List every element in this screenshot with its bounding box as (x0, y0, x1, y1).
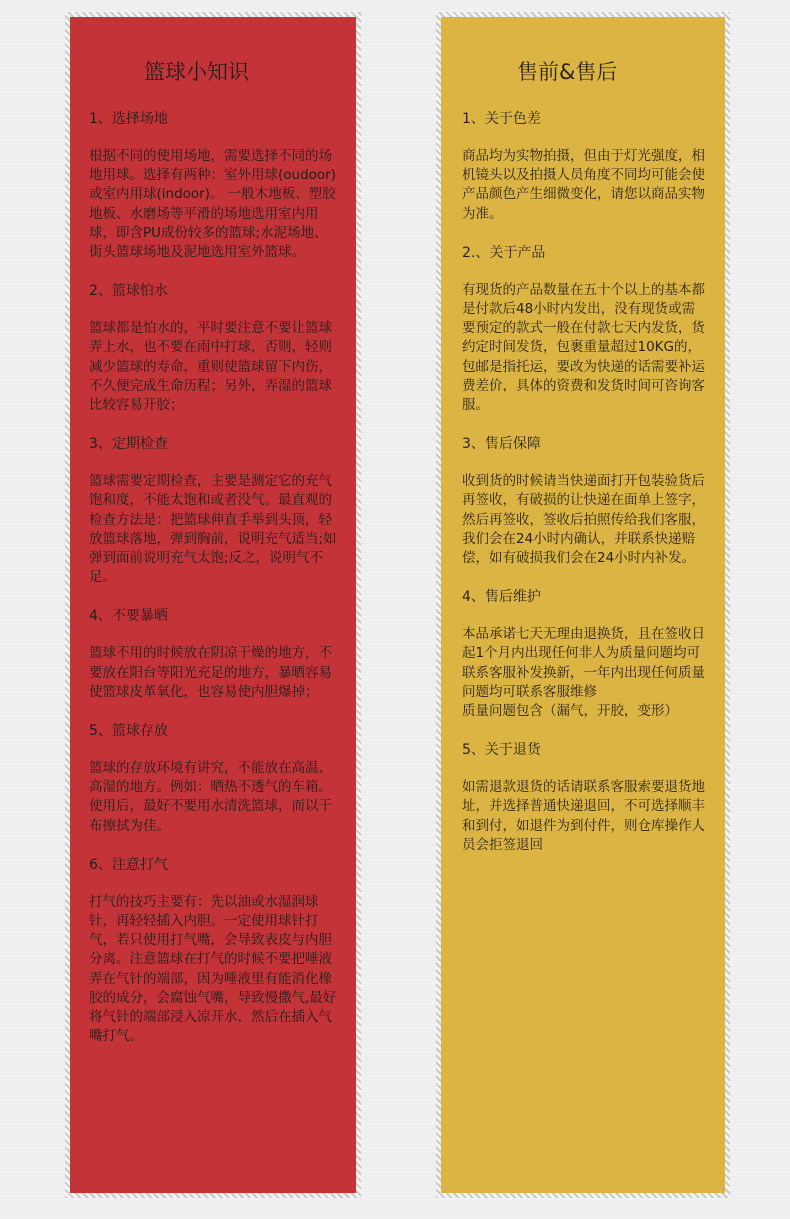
section-heading: 1、选择场地 (89, 111, 168, 127)
maintenance-note: 质量问题包含（漏气，开胶，变形） (462, 703, 678, 720)
tip-section-sun (89, 606, 338, 702)
section-heading: 2.、关于产品 (462, 244, 546, 261)
section-heading: 1、关于色差 (462, 111, 541, 127)
basketball-tips-title: 篮球小知识 (144, 60, 249, 84)
tip-section-venue (89, 109, 338, 262)
section-body: 有现货的产品数量在五十个以上的基本都是付款后48小时内发出，没有现货或需要预定的款式一般在付款七天内发货，货约定时间发货，包裹重量超过10KG的，包邮是指托运，要改为快递的话需要补运费差价，具体的资费和发货时间可咨询客服。 (462, 281, 705, 414)
policy-section-maintenance (462, 587, 707, 721)
policy-section-color (462, 109, 707, 224)
section-body: 商品均为实物拍摄，但由于灯光强度，相机镜头以及拍摄人员角度不同均可能会使产品颜色产生细微变化，请您以商品实物为准。 (462, 148, 705, 222)
section-heading: 3、定期检查 (89, 436, 168, 453)
basketball-tips-panel (70, 17, 356, 1193)
section-body (462, 625, 707, 721)
section-heading: 6、注意打气 (89, 856, 168, 873)
service-policy-panel (441, 17, 725, 1193)
service-policy-title: 售前&售后 (517, 60, 618, 84)
section-heading: 5、关于退货 (462, 742, 541, 759)
policy-section-returns (462, 740, 707, 855)
section-heading: 2、篮球怕水 (89, 283, 168, 300)
section-body: 篮球都是怕水的，平时要注意不要让篮球弄上水，也不要在雨中打球，否则，轻则减少篮球的寿命，重则使篮球留下内伤，不久便完成生命历程；另外，弄湿的篮球比较容易开胶； (89, 320, 332, 414)
tip-section-inflation (89, 855, 338, 1047)
service-policy-card (436, 12, 730, 1198)
section-body: 打气的技巧主要有：先以油或水湿润球针，再轻轻插入内胆。一定使用球针打气，若只使用打气嘴，会导致表皮与内胆分离。注意篮球在打气的时候不要把唾液弄在气针的端部，因为唾液里有能消化橡胶的成分，会腐蚀气嘴，导致慢撒气,最好将气针的端部浸入凉开水，然后在插入气嘴打气。 (89, 893, 337, 1045)
section-heading: 4、不要暴晒 (89, 608, 168, 625)
policy-section-guarantee (462, 434, 707, 568)
section-body: 篮球的存放环境有讲究，不能放在高温、高湿的地方。例如：晒热不透气的车箱。使用后，最好不要用水清洗篮球，而以干布擦拭为佳。 (89, 760, 332, 834)
section-body: 篮球需要定期检查，主要是测定它的充气饱和度，不能太饱和或者没气。最直观的检查方法是：把篮球伸直手举到头顶，轻放篮球落地，弹到胸前，说明充气适当;如弹到面前说明充气太饱;反之，说明气不足。 (89, 473, 337, 586)
section-body: 根据不同的使用场地，需要选择不同的场地用球。选择有两种：室外用球(oudoor)或室内用球(indoor)。 一般木地板、塑胶地板、水磨场等平滑的场地选用室内用球，即含PU成份较多的篮球;水泥场地、街头篮球场地及泥地选用室外篮球。 (89, 148, 336, 261)
section-heading: 4、售后维护 (462, 589, 541, 606)
section-body: 如需退款退货的话请联系客服索要退货地址，并选择普通快递退回，不可选择顺丰和到付，如退件为到付件，则仓库操作人员会拒签退回 (462, 779, 705, 853)
section-heading: 5、篮球存放 (89, 723, 168, 740)
section-heading: 3、售后保障 (462, 436, 541, 453)
tip-section-inspection (89, 434, 338, 587)
basketball-tips-card (65, 12, 361, 1198)
section-body: 篮球不用的时候放在阴凉干燥的地方，不要放在阳台等阳光充足的地方，暴晒容易使篮球皮革氧化，也容易使内胆爆掉； (89, 645, 332, 700)
tip-section-storage (89, 721, 338, 836)
policy-section-product (462, 243, 707, 415)
section-body: 收到货的时候请当快递面打开包装验货后再签收，有破损的让快递在面单上签字，然后再签收，签收后拍照传给我们客服，我们会在24小时内确认，并联系快递赔偿，如有破损我们会在24小时内补发。 (462, 473, 705, 567)
tip-section-water (89, 281, 338, 415)
maintenance-text: 本品承诺七天无理由退换货，且在签收日起1个月内出现任何非人为质量问题均可联系客服补发换新，一年内出现任何质量问题均可联系客服维修 (462, 626, 705, 700)
